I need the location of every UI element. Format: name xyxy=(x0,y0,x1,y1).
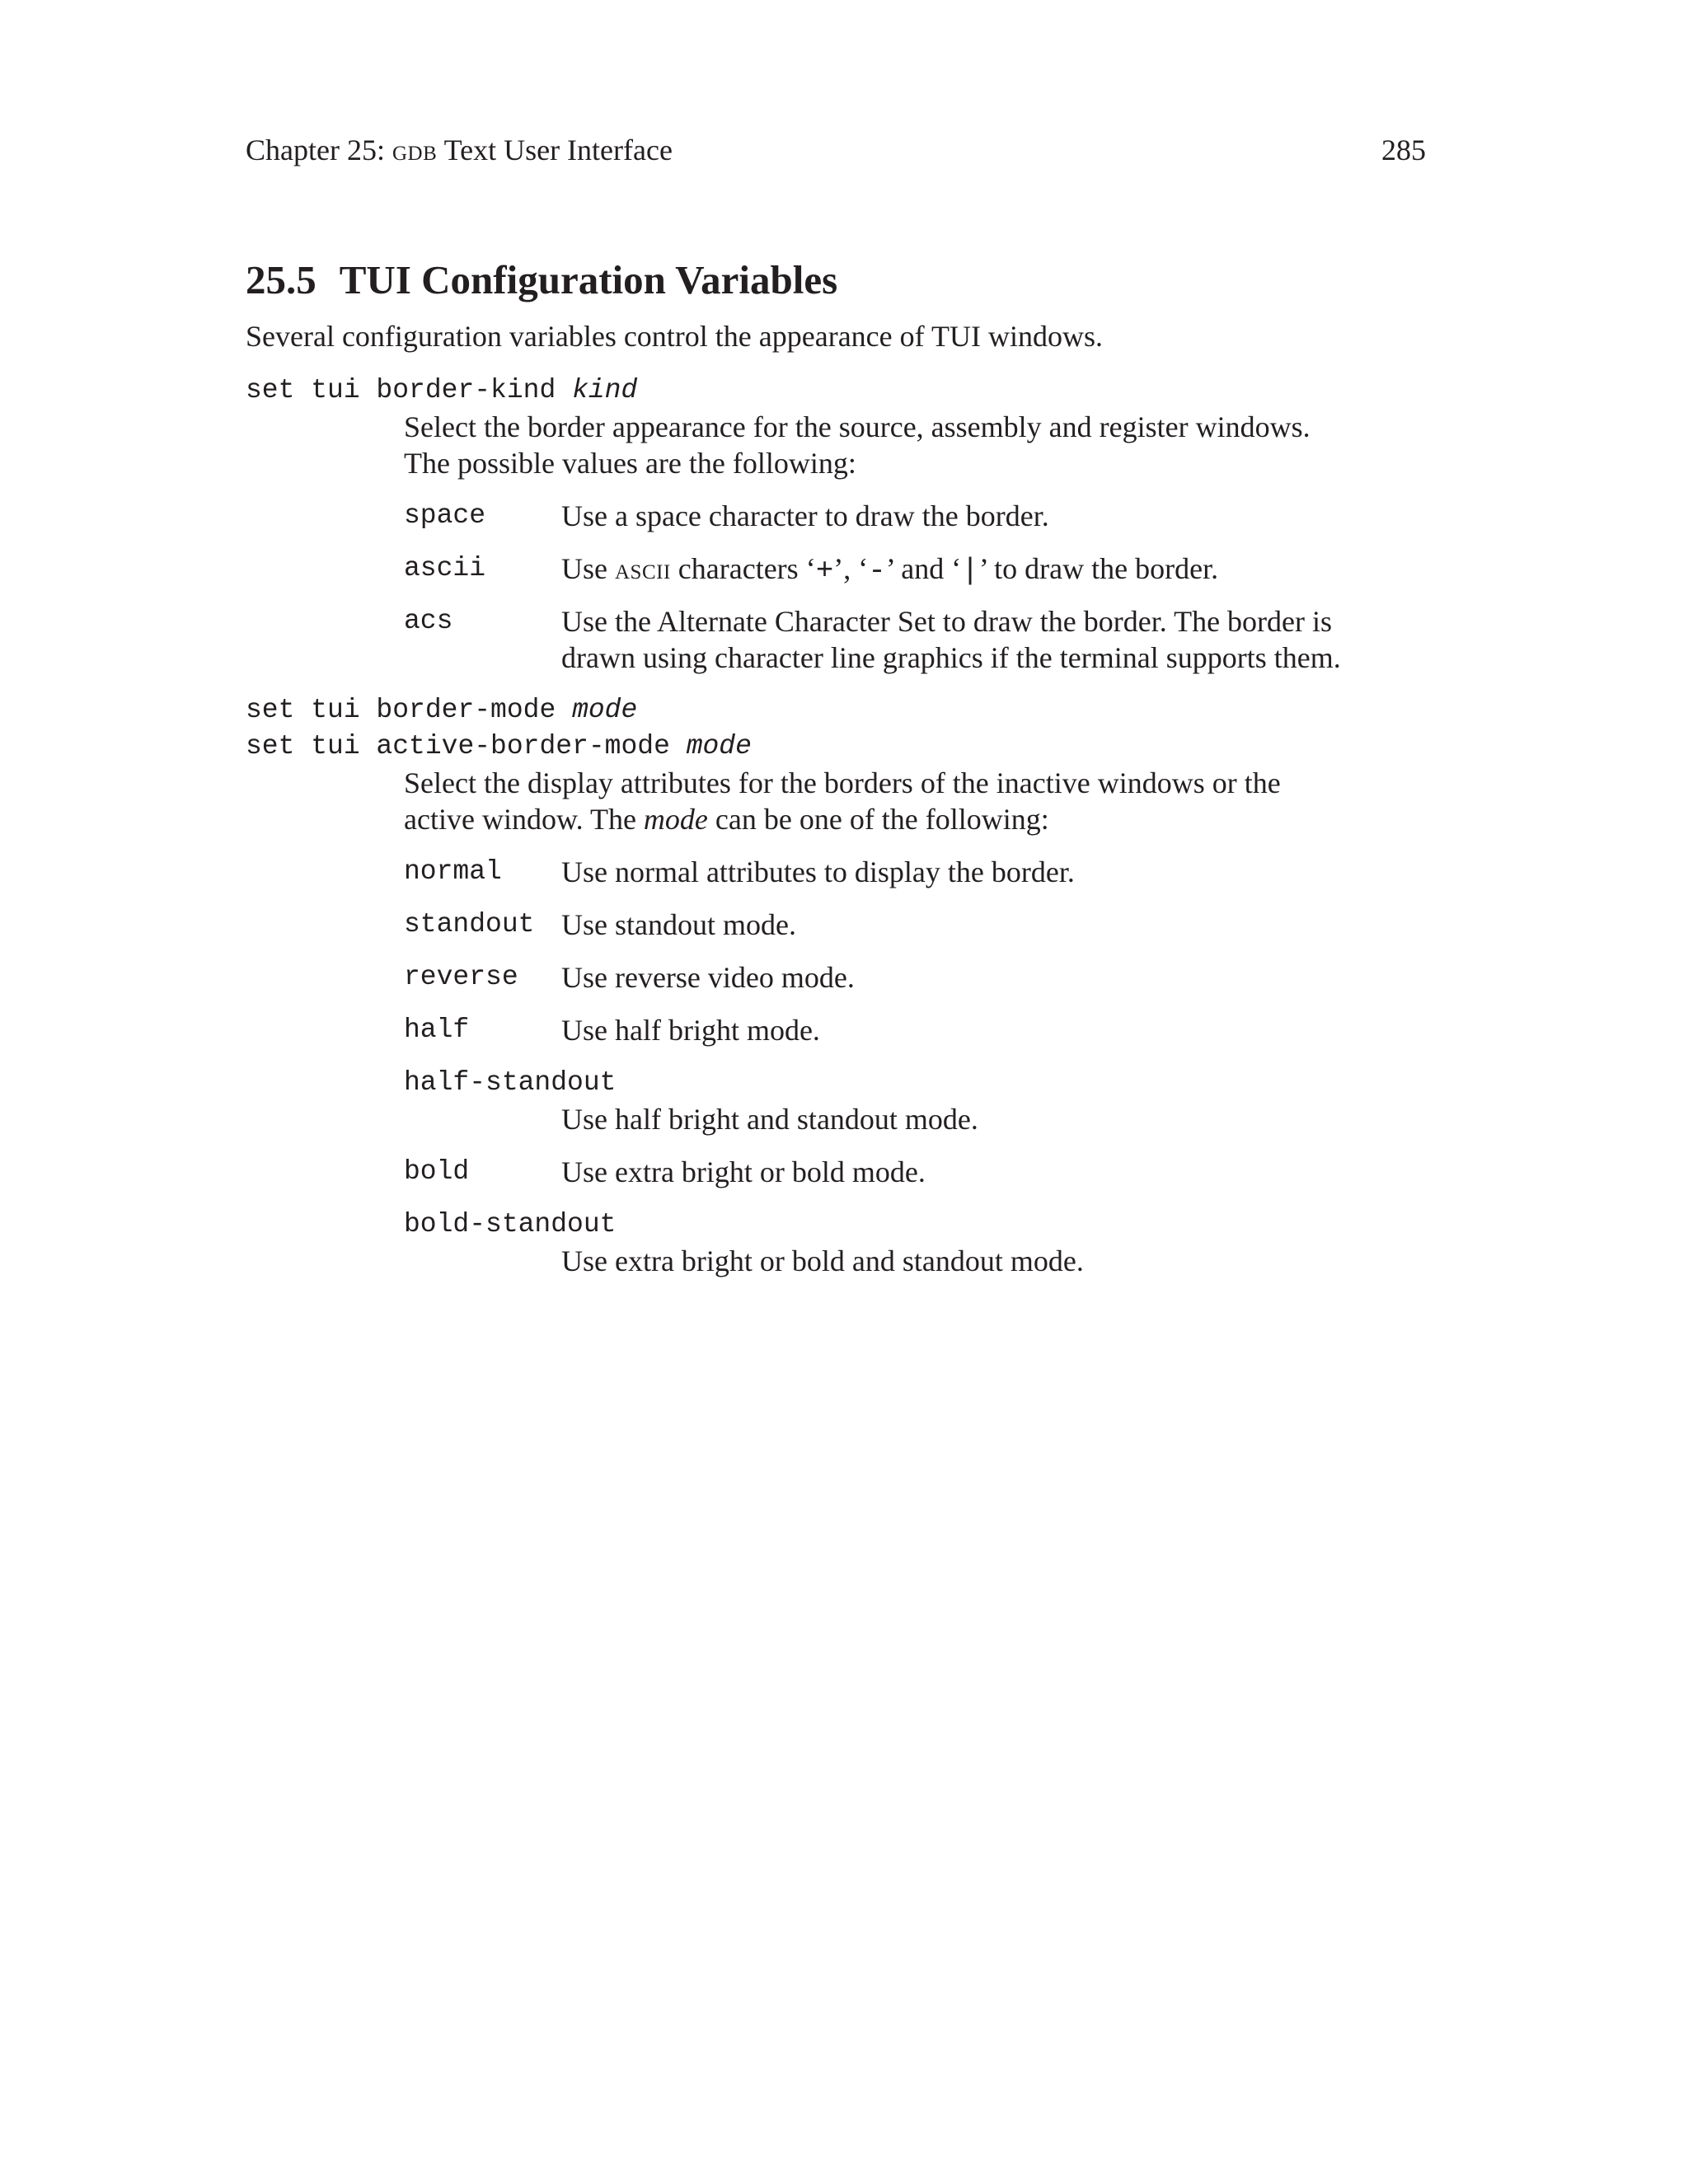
section-title-text: TUI Configuration Variables xyxy=(339,257,838,302)
value-key-reverse: reverse xyxy=(404,962,518,992)
value-desc-half: Use half bright mode. xyxy=(561,1014,820,1047)
value-key-standout: standout xyxy=(404,909,535,940)
desc-pre: active window. The xyxy=(404,803,636,836)
ascii-smallcaps: ascii xyxy=(615,552,671,585)
section-intro: Several configuration variables control the appearance of TUI windows. xyxy=(246,320,1103,353)
value-desc-reverse: Use reverse video mode. xyxy=(561,961,855,994)
value-key-half: half xyxy=(404,1015,470,1045)
ascii-pre: Use xyxy=(561,552,607,585)
command-text: set tui border-kind xyxy=(246,375,556,405)
border-kind-desc-line1: Select the border appearance for the source, assembly and register windows. xyxy=(404,410,1311,443)
border-mode-command xyxy=(246,692,637,729)
desc-post: can be one of the following: xyxy=(715,803,1049,836)
border-mode-desc-line2 xyxy=(404,801,1426,837)
pipe-char: | xyxy=(961,554,979,588)
quote-open: ‘ xyxy=(805,552,816,585)
value-key-space: space xyxy=(404,500,486,531)
page-number: 285 xyxy=(1381,134,1426,166)
command-argument: kind xyxy=(572,375,638,405)
border-kind-desc-line2: The possible values are the following: xyxy=(404,447,856,480)
command-argument: mode xyxy=(686,731,752,762)
command-argument: mode xyxy=(572,695,638,725)
ascii-and: and xyxy=(901,552,945,585)
value-desc-acs-line1: Use the Alternate Character Set to draw the border. The border is xyxy=(561,605,1333,638)
value-desc-bold: Use extra bright or bold mode. xyxy=(561,1155,926,1188)
command-text: set tui active-border-mode xyxy=(246,731,670,762)
value-desc-standout: Use standout mode. xyxy=(561,908,796,941)
quote-open: ‘ xyxy=(951,552,962,585)
value-desc-space: Use a space character to draw the border. xyxy=(561,499,1049,532)
chapter-title xyxy=(246,132,673,168)
chapter-rest: Text User Interface xyxy=(443,134,673,166)
value-key-half-standout: half-standout xyxy=(404,1067,617,1098)
command-text: set tui border-mode xyxy=(246,695,556,725)
mode-italic: mode xyxy=(643,803,708,836)
quote-close: ’ xyxy=(885,552,894,585)
value-key-acs: acs xyxy=(404,606,453,636)
border-kind-command xyxy=(246,373,637,409)
value-desc-ascii xyxy=(561,551,1426,589)
section-number: 25.5 xyxy=(246,257,316,302)
value-desc-normal: Use normal attributes to display the border. xyxy=(561,855,1075,888)
plus-char: + xyxy=(815,554,834,588)
ascii-post: to draw the border. xyxy=(994,552,1219,585)
quote-close: ’, xyxy=(833,552,851,585)
value-key-bold: bold xyxy=(404,1156,470,1187)
value-key-normal: normal xyxy=(404,856,502,887)
value-key-ascii: ascii xyxy=(404,553,486,583)
value-key-bold-standout: bold-standout xyxy=(404,1209,617,1240)
border-mode-desc-line1: Select the display attributes for the borders of the inactive windows or the xyxy=(404,766,1281,799)
gdb-smallcaps: gdb xyxy=(392,134,438,166)
quote-close: ’ xyxy=(978,552,987,585)
value-desc-bold-standout: Use extra bright or bold and standout mode. xyxy=(561,1244,1084,1277)
section-heading xyxy=(246,255,837,305)
value-desc-acs-line2: drawn using character line graphics if the terminal supports them. xyxy=(561,641,1341,674)
minus-char: - xyxy=(868,554,886,588)
quote-open: ‘ xyxy=(858,552,869,585)
value-desc-half-standout: Use half bright and standout mode. xyxy=(561,1103,978,1136)
chapter-prefix: Chapter 25: xyxy=(246,134,385,166)
ascii-mid: characters xyxy=(678,552,799,585)
active-border-mode-command xyxy=(246,729,752,765)
